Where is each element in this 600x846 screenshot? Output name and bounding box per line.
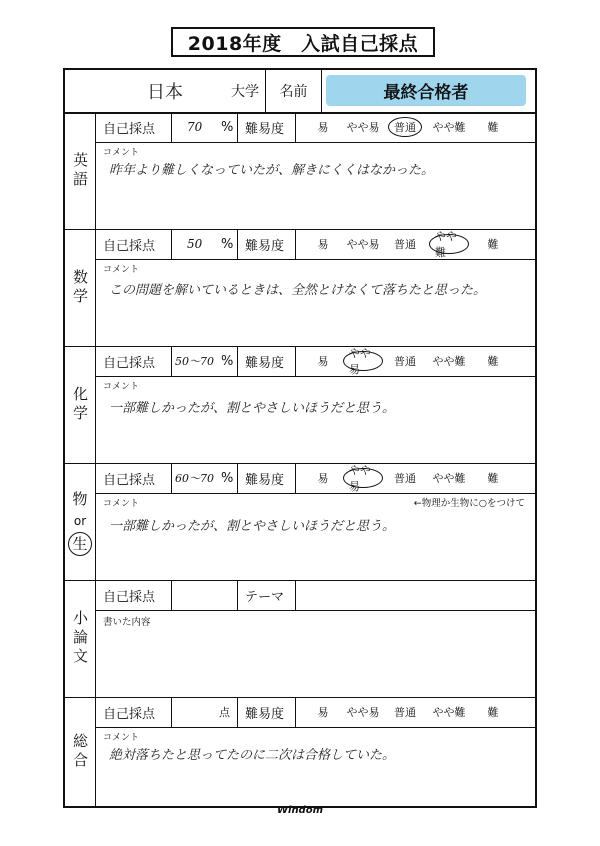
subject-label (65, 229, 96, 346)
self-score-value: 50 (187, 237, 203, 251)
divider (237, 580, 238, 610)
score-row (95, 346, 535, 377)
difficulty-label: 難易度 (245, 355, 285, 371)
score-row (95, 229, 535, 260)
header-row (65, 70, 535, 114)
percent-sign: % (221, 353, 234, 369)
comment-label: コメント (103, 265, 140, 275)
difficulty-option: やや難 (432, 706, 466, 719)
difficulty-option: やや易 (346, 238, 380, 251)
comment-label: コメント (103, 499, 140, 509)
comment-text: 昨年より難しくなっていたが、解きにくくはなかった。 (109, 163, 435, 178)
difficulty-option: 難 (487, 121, 499, 134)
divider (237, 112, 238, 142)
subject-label (65, 463, 96, 580)
divider (321, 70, 322, 112)
divider (171, 580, 172, 610)
divider (237, 697, 238, 727)
divider (295, 697, 296, 727)
divider (295, 463, 296, 493)
divider (171, 463, 172, 493)
difficulty-option: 普通 (394, 238, 416, 251)
difficulty-option: 易 (317, 472, 329, 485)
difficulty-label: 難易度 (245, 238, 285, 254)
difficulty-option: 難 (487, 472, 499, 485)
self-score-label: 自己採点 (103, 238, 156, 254)
comment-text: この問題を解いているときは、全然とけなくて落ちたと思った。 (109, 283, 487, 298)
self-score-label: 自己採点 (103, 121, 156, 137)
name-value: 最終合格者 (326, 75, 526, 106)
section-math (65, 229, 535, 347)
comment-text: 絶対落ちたと思ってたのに二次は合格していた。 (109, 748, 396, 763)
self-score-value: 50〜70 (175, 355, 214, 368)
difficulty-option: やや難 (432, 121, 466, 134)
section-chemistry (65, 346, 535, 464)
divider (171, 112, 172, 142)
subject-name: 数学 (71, 268, 89, 307)
section-english (65, 112, 535, 230)
self-score-label: 自己採点 (103, 472, 156, 488)
score-row (95, 580, 535, 611)
name-label: 名前 (279, 84, 308, 100)
subject-label (65, 346, 96, 463)
self-score-value: 60〜70 (175, 472, 214, 485)
written-content-label: 書いた内容 (103, 617, 151, 628)
divider (171, 697, 172, 727)
difficulty-option: やや易 (346, 706, 380, 719)
difficulty-option-selected: やや難 (429, 229, 469, 259)
subject-name: 総合 (71, 732, 89, 771)
score-row (95, 112, 535, 143)
section-essay (65, 580, 535, 698)
subject-name-or: or (73, 513, 87, 528)
divider (237, 229, 238, 259)
self-score-label: 自己採点 (103, 589, 156, 605)
self-score-label: 自己採点 (103, 706, 156, 722)
percent-sign: % (221, 236, 234, 252)
university-value: 日本 (147, 82, 183, 103)
difficulty-option-selected: 普通 (385, 112, 425, 142)
difficulty-option-selected: やや易 (343, 463, 383, 493)
theme-label: テーマ (245, 589, 285, 605)
divider (171, 229, 172, 259)
difficulty-label: 難易度 (245, 706, 285, 722)
section-physics-or-biology (65, 463, 535, 581)
subject-label (65, 580, 96, 697)
percent-sign: % (221, 470, 234, 486)
difficulty-option-selected: やや易 (343, 346, 383, 376)
pick-note: ←物理か生物に○をつけて (413, 498, 525, 509)
divider (295, 229, 296, 259)
subject-label (65, 697, 96, 806)
difficulty-label: 難易度 (245, 472, 285, 488)
comment-label: コメント (103, 733, 140, 743)
difficulty-option: 難 (487, 706, 499, 719)
university-label: 大学 (231, 84, 259, 100)
difficulty-option: 難 (487, 355, 499, 368)
self-score-label: 自己採点 (103, 355, 156, 371)
subject-name-physics: 物 (72, 489, 88, 508)
comment-label: コメント (103, 148, 140, 158)
score-row (95, 697, 535, 728)
divider (237, 346, 238, 376)
score-sheet (63, 68, 537, 808)
subject-name-biology: 生 (68, 532, 92, 556)
points-label: 点 (219, 706, 230, 719)
score-row (95, 463, 535, 494)
difficulty-option: 易 (317, 238, 329, 251)
footer-brand: Windom (276, 805, 324, 816)
difficulty-option: やや難 (432, 355, 466, 368)
subject-name: 英語 (71, 151, 89, 190)
page-title: 2018年度 入試自己採点 (171, 27, 435, 57)
divider (295, 112, 296, 142)
difficulty-label: 難易度 (245, 121, 285, 137)
comment-label: コメント (103, 382, 140, 392)
section-overall (65, 697, 535, 806)
subject-name: 小論文 (71, 610, 89, 667)
difficulty-option: 易 (317, 706, 329, 719)
comment-text: 一部難しかったが、割とやさしいほうだと思う。 (109, 401, 396, 416)
difficulty-option: 易 (317, 355, 329, 368)
difficulty-option: やや易 (346, 121, 380, 134)
divider (295, 580, 296, 610)
comment-text: 一部難しかったが、割とやさしいほうだと思う。 (109, 519, 396, 534)
percent-sign: % (221, 119, 234, 135)
difficulty-option: 普通 (394, 355, 416, 368)
difficulty-option: やや難 (432, 472, 466, 485)
divider (171, 346, 172, 376)
subject-label (65, 112, 96, 229)
self-score-value: 70 (187, 120, 203, 134)
divider (237, 463, 238, 493)
difficulty-option: 難 (487, 238, 499, 251)
subject-name: 化学 (71, 385, 89, 424)
difficulty-option: 普通 (394, 706, 416, 719)
difficulty-option: 普通 (394, 472, 416, 485)
divider (295, 346, 296, 376)
difficulty-option: 易 (317, 121, 329, 134)
